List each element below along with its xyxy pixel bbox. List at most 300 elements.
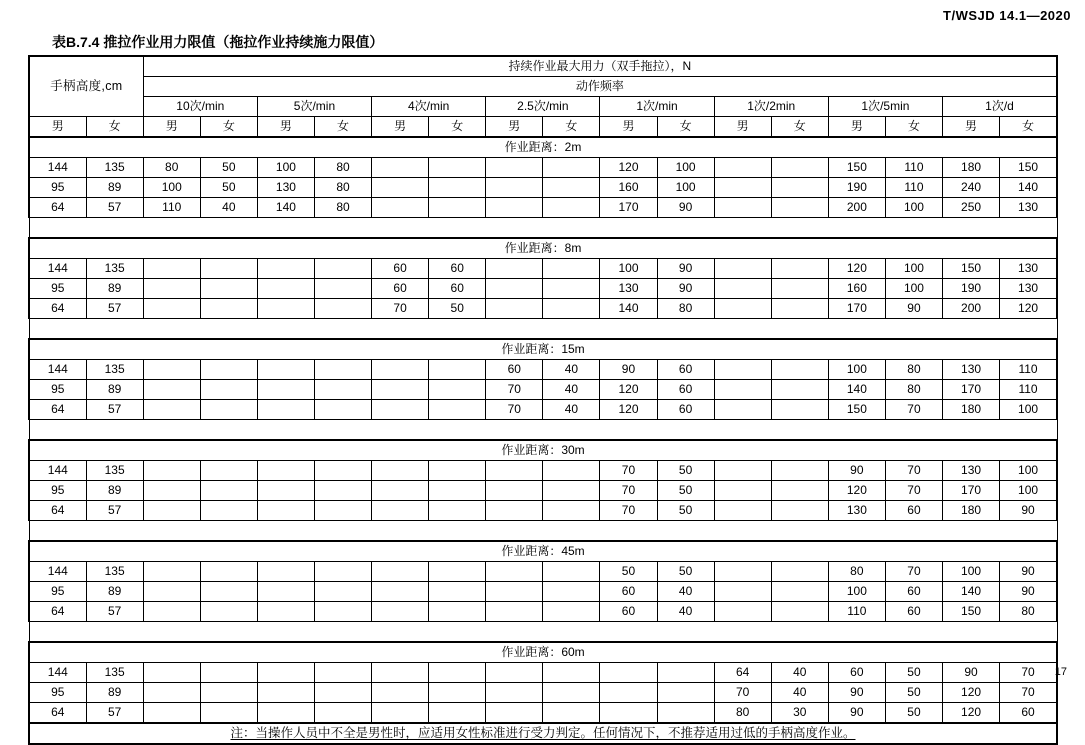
force-value [429, 602, 486, 622]
force-value [372, 461, 429, 481]
handle-height-male: 64 [29, 198, 86, 218]
force-value [372, 380, 429, 400]
gender-female-7: 女 [1000, 117, 1057, 138]
handle-height-male: 64 [29, 501, 86, 521]
section-label-row [29, 137, 1057, 158]
force-value: 170 [600, 198, 657, 218]
force-value [771, 582, 828, 602]
force-value: 50 [657, 461, 714, 481]
handle-height-male: 95 [29, 380, 86, 400]
force-value [257, 602, 314, 622]
handle-height-male: 95 [29, 279, 86, 299]
force-value [314, 703, 371, 724]
gender-male-5: 男 [714, 117, 771, 138]
handle-height-male: 95 [29, 178, 86, 198]
frequency-header: 动作频率 [143, 77, 1057, 97]
force-value: 70 [885, 461, 942, 481]
force-value: 100 [257, 158, 314, 178]
force-value: 110 [1000, 380, 1057, 400]
force-value: 60 [657, 360, 714, 380]
handle-height-female: 57 [86, 703, 143, 724]
force-value: 80 [828, 562, 885, 582]
force-value [486, 158, 543, 178]
force-value: 250 [943, 198, 1000, 218]
page-number: 17 [1054, 666, 1067, 678]
gender-male-2: 男 [372, 117, 429, 138]
force-value: 50 [885, 703, 942, 724]
force-value: 150 [1000, 158, 1057, 178]
handle-height-female: 57 [86, 501, 143, 521]
handle-height-male: 95 [29, 582, 86, 602]
force-value: 40 [543, 380, 600, 400]
force-value: 50 [657, 562, 714, 582]
table-row [29, 582, 1057, 602]
force-value [486, 582, 543, 602]
force-value: 60 [885, 501, 942, 521]
handle-height-female: 89 [86, 380, 143, 400]
section-spacer [29, 622, 1057, 643]
force-value [314, 501, 371, 521]
table-row [29, 198, 1057, 218]
force-value: 90 [1000, 562, 1057, 582]
force-value [771, 400, 828, 420]
force-value [429, 360, 486, 380]
force-value: 40 [771, 663, 828, 683]
force-value: 180 [943, 158, 1000, 178]
force-value [372, 481, 429, 501]
force-value: 100 [657, 178, 714, 198]
force-value: 60 [600, 602, 657, 622]
force-value: 120 [600, 158, 657, 178]
force-value [714, 400, 771, 420]
force-value [372, 703, 429, 724]
force-value: 130 [600, 279, 657, 299]
section-label-row [29, 238, 1057, 259]
force-value [543, 562, 600, 582]
force-value: 60 [1000, 703, 1057, 724]
force-value [200, 461, 257, 481]
standard-code-header: T/WSJD 14.1—2020 [943, 8, 1071, 23]
force-value: 40 [771, 683, 828, 703]
freq-group-6: 1次/5min [828, 97, 942, 117]
handle-height-female: 89 [86, 178, 143, 198]
force-value: 60 [657, 380, 714, 400]
section-label-row [29, 339, 1057, 360]
table-body [29, 56, 1057, 137]
force-value [200, 360, 257, 380]
force-value [257, 279, 314, 299]
force-value [143, 461, 200, 481]
gender-male-3: 男 [486, 117, 543, 138]
force-value: 90 [657, 259, 714, 279]
force-value: 140 [828, 380, 885, 400]
force-value [714, 178, 771, 198]
force-value [314, 360, 371, 380]
force-value [143, 562, 200, 582]
force-value: 190 [828, 178, 885, 198]
force-value: 100 [143, 178, 200, 198]
force-value [486, 198, 543, 218]
force-value: 40 [543, 360, 600, 380]
force-value [314, 602, 371, 622]
force-value: 90 [828, 461, 885, 481]
force-value [200, 279, 257, 299]
force-value [771, 360, 828, 380]
handle-height-male: 64 [29, 400, 86, 420]
force-value [429, 582, 486, 602]
section-label: 作业距离：8m [29, 238, 1057, 259]
force-value [200, 501, 257, 521]
force-value [771, 602, 828, 622]
force-value: 64 [714, 663, 771, 683]
table-row [29, 602, 1057, 622]
force-value [657, 663, 714, 683]
force-value: 50 [885, 683, 942, 703]
table-row [29, 299, 1057, 319]
table-row [29, 360, 1057, 380]
force-value [314, 279, 371, 299]
force-value [486, 703, 543, 724]
force-value [372, 562, 429, 582]
table-row [29, 380, 1057, 400]
table-sections [29, 137, 1057, 723]
force-value [771, 279, 828, 299]
gender-female-5: 女 [771, 117, 828, 138]
force-value [714, 259, 771, 279]
force-value: 200 [828, 198, 885, 218]
force-value [714, 279, 771, 299]
gender-female-4: 女 [657, 117, 714, 138]
handle-height-male: 144 [29, 259, 86, 279]
freq-group-4: 1次/min [600, 97, 714, 117]
force-value [486, 259, 543, 279]
force-value [200, 380, 257, 400]
force-value: 100 [1000, 461, 1057, 481]
force-value [771, 178, 828, 198]
force-value [714, 481, 771, 501]
force-value: 70 [1000, 663, 1057, 683]
force-value: 90 [828, 683, 885, 703]
force-value: 100 [828, 360, 885, 380]
handle-height-female: 89 [86, 279, 143, 299]
force-value: 50 [657, 481, 714, 501]
force-value: 160 [828, 279, 885, 299]
force-value [257, 360, 314, 380]
force-value: 80 [314, 158, 371, 178]
force-value: 140 [600, 299, 657, 319]
force-value: 70 [885, 481, 942, 501]
force-value [714, 602, 771, 622]
force-value [771, 501, 828, 521]
handle-height-male: 144 [29, 158, 86, 178]
force-value: 100 [885, 279, 942, 299]
force-value [257, 380, 314, 400]
handle-height-female: 135 [86, 663, 143, 683]
force-value: 40 [200, 198, 257, 218]
force-value: 140 [1000, 178, 1057, 198]
force-value [486, 299, 543, 319]
handle-height-female: 135 [86, 360, 143, 380]
header-row-gender [29, 117, 1057, 138]
force-value [771, 158, 828, 178]
table-caption: 表B.7.4 推拉作业用力限值（拖拉作业持续施力限值） [52, 34, 384, 50]
table-row [29, 259, 1057, 279]
force-value [771, 299, 828, 319]
force-value [200, 602, 257, 622]
force-value: 50 [200, 158, 257, 178]
force-value [657, 703, 714, 724]
force-value [771, 461, 828, 481]
force-value [314, 562, 371, 582]
force-value [314, 481, 371, 501]
force-value [314, 299, 371, 319]
force-value: 80 [714, 703, 771, 724]
handle-height-female: 135 [86, 562, 143, 582]
force-value [143, 299, 200, 319]
table-row [29, 562, 1057, 582]
force-value [543, 501, 600, 521]
force-value: 120 [828, 481, 885, 501]
handle-height-male: 144 [29, 562, 86, 582]
force-value: 70 [885, 562, 942, 582]
force-value [429, 198, 486, 218]
force-value [486, 501, 543, 521]
force-value: 130 [257, 178, 314, 198]
freq-group-7: 1次/d [943, 97, 1058, 117]
force-value [429, 158, 486, 178]
force-value [200, 400, 257, 420]
force-value [771, 481, 828, 501]
force-value: 110 [885, 178, 942, 198]
handle-height-female: 57 [86, 602, 143, 622]
force-value [257, 461, 314, 481]
force-value [543, 279, 600, 299]
force-value [257, 703, 314, 724]
gender-female-6: 女 [885, 117, 942, 138]
section-label-row [29, 440, 1057, 461]
force-value: 100 [828, 582, 885, 602]
table-row [29, 663, 1057, 683]
force-value [429, 481, 486, 501]
handle-height-female: 135 [86, 461, 143, 481]
force-value [143, 380, 200, 400]
force-value [200, 562, 257, 582]
table-note: 注：当操作人员中不全是男性时，应适用女性标准进行受力判定。任何情况下，不推荐适用过低的手柄高度作业。 [230, 726, 856, 740]
force-value [314, 259, 371, 279]
force-value [372, 158, 429, 178]
force-value [143, 360, 200, 380]
gender-female-2: 女 [429, 117, 486, 138]
handle-height-female: 89 [86, 683, 143, 703]
force-value: 150 [943, 602, 1000, 622]
table-row [29, 178, 1057, 198]
section-spacer [29, 319, 1057, 340]
force-value [543, 602, 600, 622]
force-value [372, 663, 429, 683]
gender-male-7: 男 [943, 117, 1000, 138]
force-value: 60 [372, 259, 429, 279]
force-value [714, 562, 771, 582]
handle-height-male: 64 [29, 602, 86, 622]
force-value [257, 582, 314, 602]
section-spacer [29, 218, 1057, 239]
handle-height-female: 89 [86, 582, 143, 602]
gender-male-handle: 男 [29, 117, 86, 138]
force-value [429, 703, 486, 724]
force-value [714, 501, 771, 521]
gender-male-0: 男 [143, 117, 200, 138]
force-value [543, 461, 600, 481]
force-value [429, 400, 486, 420]
force-value [314, 400, 371, 420]
force-value: 120 [828, 259, 885, 279]
force-value: 120 [600, 380, 657, 400]
force-value: 90 [1000, 582, 1057, 602]
force-value [714, 380, 771, 400]
section-label: 作业距离：30m [29, 440, 1057, 461]
force-value: 80 [314, 178, 371, 198]
force-value: 130 [943, 461, 1000, 481]
section-label-row [29, 642, 1057, 663]
force-value [372, 178, 429, 198]
freq-group-5: 1次/2min [714, 97, 828, 117]
force-value: 60 [429, 279, 486, 299]
force-value [543, 259, 600, 279]
force-value [543, 481, 600, 501]
force-value: 90 [828, 703, 885, 724]
force-value [486, 602, 543, 622]
handle-height-male: 144 [29, 663, 86, 683]
force-value: 70 [372, 299, 429, 319]
force-value [543, 703, 600, 724]
table-row [29, 158, 1057, 178]
force-value [200, 299, 257, 319]
force-value [372, 360, 429, 380]
force-value: 130 [1000, 198, 1057, 218]
force-value: 90 [1000, 501, 1057, 521]
header-row-frequency-groups [29, 97, 1057, 117]
force-value: 60 [600, 582, 657, 602]
table-row [29, 461, 1057, 481]
force-value: 90 [885, 299, 942, 319]
force-value: 140 [257, 198, 314, 218]
force-value [429, 501, 486, 521]
force-value: 150 [828, 158, 885, 178]
force-value [143, 259, 200, 279]
force-value [200, 663, 257, 683]
gender-female-3: 女 [543, 117, 600, 138]
handle-height-male: 95 [29, 481, 86, 501]
force-value [372, 602, 429, 622]
force-value [143, 481, 200, 501]
force-value [314, 380, 371, 400]
force-value: 170 [943, 380, 1000, 400]
force-value [143, 663, 200, 683]
force-value: 30 [771, 703, 828, 724]
force-value: 60 [429, 259, 486, 279]
force-value [200, 582, 257, 602]
force-value [543, 663, 600, 683]
force-value: 60 [885, 602, 942, 622]
force-value: 120 [1000, 299, 1057, 319]
force-value [429, 663, 486, 683]
force-value [771, 380, 828, 400]
table-footer [29, 723, 1057, 744]
force-value: 90 [943, 663, 1000, 683]
table-row [29, 501, 1057, 521]
force-value: 190 [943, 279, 1000, 299]
force-value: 80 [885, 360, 942, 380]
force-value [771, 259, 828, 279]
force-value: 160 [600, 178, 657, 198]
section-label: 作业距离：15m [29, 339, 1057, 360]
force-value: 140 [943, 582, 1000, 602]
force-value: 100 [943, 562, 1000, 582]
force-value: 120 [600, 400, 657, 420]
section-spacer [29, 521, 1057, 542]
force-value [257, 501, 314, 521]
force-value [257, 481, 314, 501]
force-value: 50 [657, 501, 714, 521]
force-value: 110 [1000, 360, 1057, 380]
handle-height-male: 64 [29, 703, 86, 724]
force-value [372, 501, 429, 521]
force-value [143, 279, 200, 299]
force-value: 50 [429, 299, 486, 319]
force-value [143, 400, 200, 420]
table-row [29, 279, 1057, 299]
force-value: 100 [1000, 481, 1057, 501]
handle-height-female: 57 [86, 400, 143, 420]
header-row-top [29, 56, 1057, 77]
handle-height-male: 144 [29, 461, 86, 481]
force-value: 170 [828, 299, 885, 319]
header-row-frequency-title [29, 77, 1057, 97]
force-value [543, 582, 600, 602]
force-value: 50 [885, 663, 942, 683]
force-value [714, 582, 771, 602]
gender-female-0: 女 [200, 117, 257, 138]
handle-height-female: 57 [86, 299, 143, 319]
force-value: 40 [657, 582, 714, 602]
force-value: 110 [885, 158, 942, 178]
force-value: 240 [943, 178, 1000, 198]
force-value [486, 279, 543, 299]
handle-height-female: 135 [86, 259, 143, 279]
force-value: 60 [486, 360, 543, 380]
force-value: 80 [885, 380, 942, 400]
force-value [429, 562, 486, 582]
gender-male-4: 男 [600, 117, 657, 138]
force-value [429, 178, 486, 198]
force-value: 40 [543, 400, 600, 420]
force-value: 130 [828, 501, 885, 521]
force-value: 60 [885, 582, 942, 602]
gender-male-1: 男 [257, 117, 314, 138]
handle-height-female: 89 [86, 481, 143, 501]
section-label: 作业距离：2m [29, 137, 1057, 158]
force-value [200, 259, 257, 279]
force-value: 100 [885, 198, 942, 218]
force-value: 100 [657, 158, 714, 178]
force-value [314, 582, 371, 602]
gender-female-handle: 女 [86, 117, 143, 138]
force-value: 110 [143, 198, 200, 218]
force-value: 150 [828, 400, 885, 420]
force-value: 80 [143, 158, 200, 178]
force-value: 150 [943, 259, 1000, 279]
force-value [257, 562, 314, 582]
